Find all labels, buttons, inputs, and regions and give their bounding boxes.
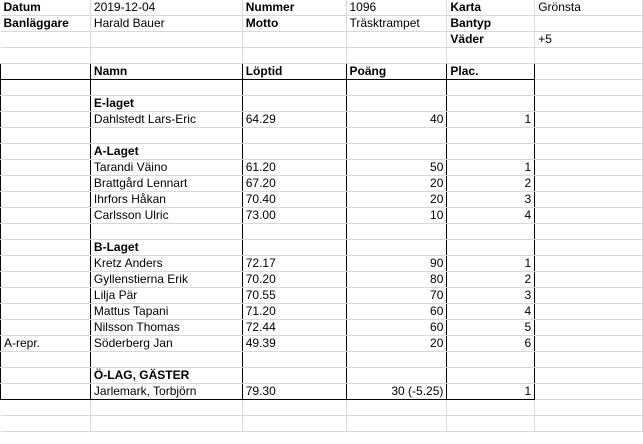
runner-place[interactable]: 2 bbox=[447, 272, 535, 288]
runner-points[interactable]: 50 bbox=[346, 160, 447, 176]
cell[interactable] bbox=[535, 208, 643, 224]
grid-row bbox=[1, 416, 643, 432]
note-cell[interactable] bbox=[1, 176, 91, 192]
cell[interactable] bbox=[535, 368, 643, 384]
runner-points[interactable]: 80 bbox=[346, 272, 447, 288]
runner-name[interactable]: Söderberg Jan bbox=[90, 336, 242, 352]
cell[interactable] bbox=[1, 144, 91, 160]
group-row bbox=[1, 368, 643, 384]
datum-value[interactable]: 2019-12-04 bbox=[90, 0, 242, 16]
cell[interactable] bbox=[535, 352, 643, 368]
table-row bbox=[1, 208, 643, 224]
runner-points[interactable]: 10 bbox=[346, 208, 447, 224]
cell[interactable] bbox=[1, 128, 91, 144]
runner-time[interactable]: 61.20 bbox=[242, 160, 346, 176]
cell[interactable] bbox=[447, 80, 535, 96]
karta-value[interactable]: Grönsta bbox=[535, 0, 643, 16]
cell[interactable] bbox=[535, 400, 643, 416]
runner-time[interactable]: 71.20 bbox=[242, 304, 346, 320]
runner-place[interactable]: 1 bbox=[447, 160, 535, 176]
cell[interactable] bbox=[535, 272, 643, 288]
cell[interactable] bbox=[242, 224, 346, 240]
cell[interactable] bbox=[1, 64, 91, 80]
runner-place[interactable]: 3 bbox=[447, 288, 535, 304]
bantyp-value[interactable] bbox=[535, 16, 643, 32]
runner-time[interactable]: 70.40 bbox=[242, 192, 346, 208]
runner-place[interactable]: 2 bbox=[447, 176, 535, 192]
group-label[interactable]: A-Laget bbox=[90, 144, 242, 160]
cell[interactable] bbox=[346, 352, 447, 368]
note-cell[interactable] bbox=[1, 272, 91, 288]
empty-row bbox=[1, 224, 643, 240]
cell[interactable] bbox=[447, 96, 535, 112]
empty-row bbox=[1, 352, 643, 368]
cell[interactable] bbox=[346, 224, 447, 240]
cell[interactable] bbox=[242, 368, 346, 384]
note-cell[interactable] bbox=[1, 304, 91, 320]
cell[interactable] bbox=[535, 240, 643, 256]
cell[interactable] bbox=[447, 400, 535, 416]
group-row bbox=[1, 240, 643, 256]
spacer-row bbox=[1, 48, 643, 64]
cell[interactable] bbox=[535, 224, 643, 240]
runner-place[interactable]: 4 bbox=[447, 304, 535, 320]
note-cell[interactable] bbox=[1, 288, 91, 304]
runner-points[interactable]: 20 bbox=[346, 192, 447, 208]
cell[interactable] bbox=[242, 96, 346, 112]
cell[interactable] bbox=[1, 416, 91, 432]
banlaggare-label[interactable]: Banläggare bbox=[1, 16, 91, 32]
cell[interactable] bbox=[1, 96, 91, 112]
cell[interactable] bbox=[1, 80, 91, 96]
cell[interactable] bbox=[346, 144, 447, 160]
runner-name[interactable]: Carlsson Ulric bbox=[90, 208, 242, 224]
runner-name[interactable]: Dahlstedt Lars-Eric bbox=[90, 112, 242, 128]
runner-place[interactable]: 4 bbox=[447, 208, 535, 224]
runner-time[interactable]: 73.00 bbox=[242, 208, 346, 224]
cell[interactable] bbox=[90, 32, 242, 48]
group-label[interactable]: B-Laget bbox=[90, 240, 242, 256]
datum-label[interactable]: Datum bbox=[1, 0, 91, 16]
cell[interactable] bbox=[535, 96, 643, 112]
runner-name[interactable]: Mattus Tapani bbox=[90, 304, 242, 320]
cell[interactable] bbox=[1, 368, 91, 384]
cell[interactable] bbox=[90, 48, 242, 64]
runner-name[interactable]: Tarandi Väino bbox=[90, 160, 242, 176]
cell[interactable] bbox=[90, 416, 242, 432]
vader-value[interactable]: +5 bbox=[535, 32, 643, 48]
cell[interactable] bbox=[242, 240, 346, 256]
cell[interactable] bbox=[242, 32, 346, 48]
cell[interactable] bbox=[447, 368, 535, 384]
cell[interactable] bbox=[90, 224, 242, 240]
cell[interactable] bbox=[535, 416, 643, 432]
cell[interactable] bbox=[346, 96, 447, 112]
cell[interactable] bbox=[242, 48, 346, 64]
note-cell[interactable] bbox=[1, 320, 91, 336]
cell[interactable] bbox=[346, 416, 447, 432]
runner-name[interactable]: Lilja Pär bbox=[90, 288, 242, 304]
runner-place[interactable]: 5 bbox=[447, 320, 535, 336]
cell[interactable] bbox=[535, 112, 643, 128]
runner-time[interactable]: 67.20 bbox=[242, 176, 346, 192]
runner-points[interactable]: 60 bbox=[346, 304, 447, 320]
cell[interactable] bbox=[447, 352, 535, 368]
runner-time[interactable]: 72.44 bbox=[242, 320, 346, 336]
grid-row bbox=[1, 400, 643, 416]
runner-points[interactable]: 70 bbox=[346, 288, 447, 304]
cell[interactable] bbox=[535, 256, 643, 272]
runner-place[interactable]: 3 bbox=[447, 192, 535, 208]
note-cell[interactable] bbox=[1, 256, 91, 272]
table-row bbox=[1, 272, 643, 288]
runner-name[interactable]: Nilsson Thomas bbox=[90, 320, 242, 336]
cell[interactable] bbox=[447, 416, 535, 432]
table-row bbox=[1, 336, 643, 352]
runner-time[interactable]: 64.29 bbox=[242, 112, 346, 128]
note-cell[interactable] bbox=[1, 160, 91, 176]
note-cell[interactable] bbox=[1, 208, 91, 224]
cell[interactable] bbox=[535, 192, 643, 208]
nummer-label[interactable]: Nummer bbox=[242, 0, 346, 16]
cell[interactable] bbox=[447, 128, 535, 144]
table-row bbox=[1, 112, 643, 128]
runner-points[interactable]: 20 bbox=[346, 176, 447, 192]
table-row bbox=[1, 384, 643, 400]
col-header-points[interactable]: Poäng bbox=[346, 64, 447, 80]
table-row bbox=[1, 320, 643, 336]
cell[interactable] bbox=[447, 48, 535, 64]
runner-place[interactable]: 6 bbox=[447, 336, 535, 352]
runner-place[interactable]: 1 bbox=[447, 112, 535, 128]
note-cell[interactable] bbox=[1, 384, 91, 400]
empty-row bbox=[1, 128, 643, 144]
cell[interactable] bbox=[535, 48, 643, 64]
header-row-2 bbox=[1, 16, 643, 32]
cell[interactable] bbox=[242, 144, 346, 160]
cell[interactable] bbox=[242, 80, 346, 96]
runner-time[interactable]: 49.39 bbox=[242, 336, 346, 352]
bantyp-label[interactable]: Bantyp bbox=[447, 16, 535, 32]
vader-label[interactable]: Väder bbox=[447, 32, 535, 48]
group-row bbox=[1, 144, 643, 160]
cell[interactable] bbox=[346, 400, 447, 416]
runner-points[interactable]: 60 bbox=[346, 320, 447, 336]
cell[interactable] bbox=[535, 288, 643, 304]
table-row bbox=[1, 176, 643, 192]
group-label[interactable]: E-laget bbox=[90, 96, 242, 112]
motto-value[interactable]: Träsktrampet bbox=[346, 16, 447, 32]
runner-points[interactable]: 20 bbox=[346, 336, 447, 352]
cell[interactable] bbox=[242, 352, 346, 368]
table-row bbox=[1, 192, 643, 208]
cell[interactable] bbox=[90, 128, 242, 144]
cell[interactable] bbox=[90, 80, 242, 96]
column-header-row bbox=[1, 64, 643, 80]
cell[interactable] bbox=[535, 384, 643, 400]
cell[interactable] bbox=[1, 400, 91, 416]
runner-time[interactable]: 72.17 bbox=[242, 256, 346, 272]
cell[interactable] bbox=[535, 128, 643, 144]
header-row-3 bbox=[1, 32, 643, 48]
table-row bbox=[1, 160, 643, 176]
banlaggare-value[interactable]: Harald Bauer bbox=[90, 16, 242, 32]
cell[interactable] bbox=[90, 400, 242, 416]
runner-points[interactable]: 40 bbox=[346, 112, 447, 128]
cell[interactable] bbox=[447, 144, 535, 160]
runner-points[interactable]: 90 bbox=[346, 256, 447, 272]
runner-name[interactable]: Brattgård Lennart bbox=[90, 176, 242, 192]
cell[interactable] bbox=[535, 80, 643, 96]
cell[interactable] bbox=[535, 320, 643, 336]
cell[interactable] bbox=[535, 144, 643, 160]
table-row bbox=[1, 256, 643, 272]
cell[interactable] bbox=[346, 128, 447, 144]
cell[interactable] bbox=[1, 48, 91, 64]
col-header-time[interactable]: Löptid bbox=[242, 64, 346, 80]
cell[interactable] bbox=[447, 240, 535, 256]
cell[interactable] bbox=[1, 224, 91, 240]
cell[interactable] bbox=[242, 416, 346, 432]
note-cell[interactable]: A-repr. bbox=[1, 336, 91, 352]
col-header-place[interactable]: Plac. bbox=[447, 64, 535, 80]
note-cell[interactable] bbox=[1, 112, 91, 128]
runner-time[interactable]: 70.20 bbox=[242, 272, 346, 288]
karta-label[interactable]: Karta bbox=[447, 0, 535, 16]
nummer-value[interactable]: 1096 bbox=[346, 0, 447, 16]
empty-row bbox=[1, 80, 643, 96]
group-row bbox=[1, 96, 643, 112]
runner-name[interactable]: Jarlemark, Torbjörn bbox=[90, 384, 242, 400]
header-row-1 bbox=[1, 0, 643, 16]
runner-name[interactable]: Ihrfors Håkan bbox=[90, 192, 242, 208]
cell[interactable] bbox=[1, 240, 91, 256]
cell[interactable] bbox=[346, 32, 447, 48]
cell[interactable] bbox=[535, 336, 643, 352]
runner-name[interactable]: Gyllenstierna Erik bbox=[90, 272, 242, 288]
cell[interactable] bbox=[535, 64, 643, 80]
cell[interactable] bbox=[1, 352, 91, 368]
runner-points[interactable]: 30 (-5.25) bbox=[346, 384, 447, 400]
cell[interactable] bbox=[90, 352, 242, 368]
cell[interactable] bbox=[346, 240, 447, 256]
cell[interactable] bbox=[1, 32, 91, 48]
cell[interactable] bbox=[535, 304, 643, 320]
cell[interactable] bbox=[447, 224, 535, 240]
cell[interactable] bbox=[535, 176, 643, 192]
runner-name[interactable]: Kretz Anders bbox=[90, 256, 242, 272]
cell[interactable] bbox=[242, 400, 346, 416]
group-label[interactable]: Ö-LAG, GÄSTER bbox=[90, 368, 242, 384]
table-row bbox=[1, 288, 643, 304]
cell[interactable] bbox=[346, 368, 447, 384]
runner-time[interactable]: 70.55 bbox=[242, 288, 346, 304]
cell[interactable] bbox=[346, 80, 447, 96]
note-cell[interactable] bbox=[1, 192, 91, 208]
cell[interactable] bbox=[346, 48, 447, 64]
motto-label[interactable]: Motto bbox=[242, 16, 346, 32]
runner-place[interactable]: 1 bbox=[447, 384, 535, 400]
cell[interactable] bbox=[242, 128, 346, 144]
table-row bbox=[1, 304, 643, 320]
cell[interactable] bbox=[535, 160, 643, 176]
col-header-name[interactable]: Namn bbox=[90, 64, 242, 80]
runner-time[interactable]: 79.30 bbox=[242, 384, 346, 400]
runner-place[interactable]: 1 bbox=[447, 256, 535, 272]
